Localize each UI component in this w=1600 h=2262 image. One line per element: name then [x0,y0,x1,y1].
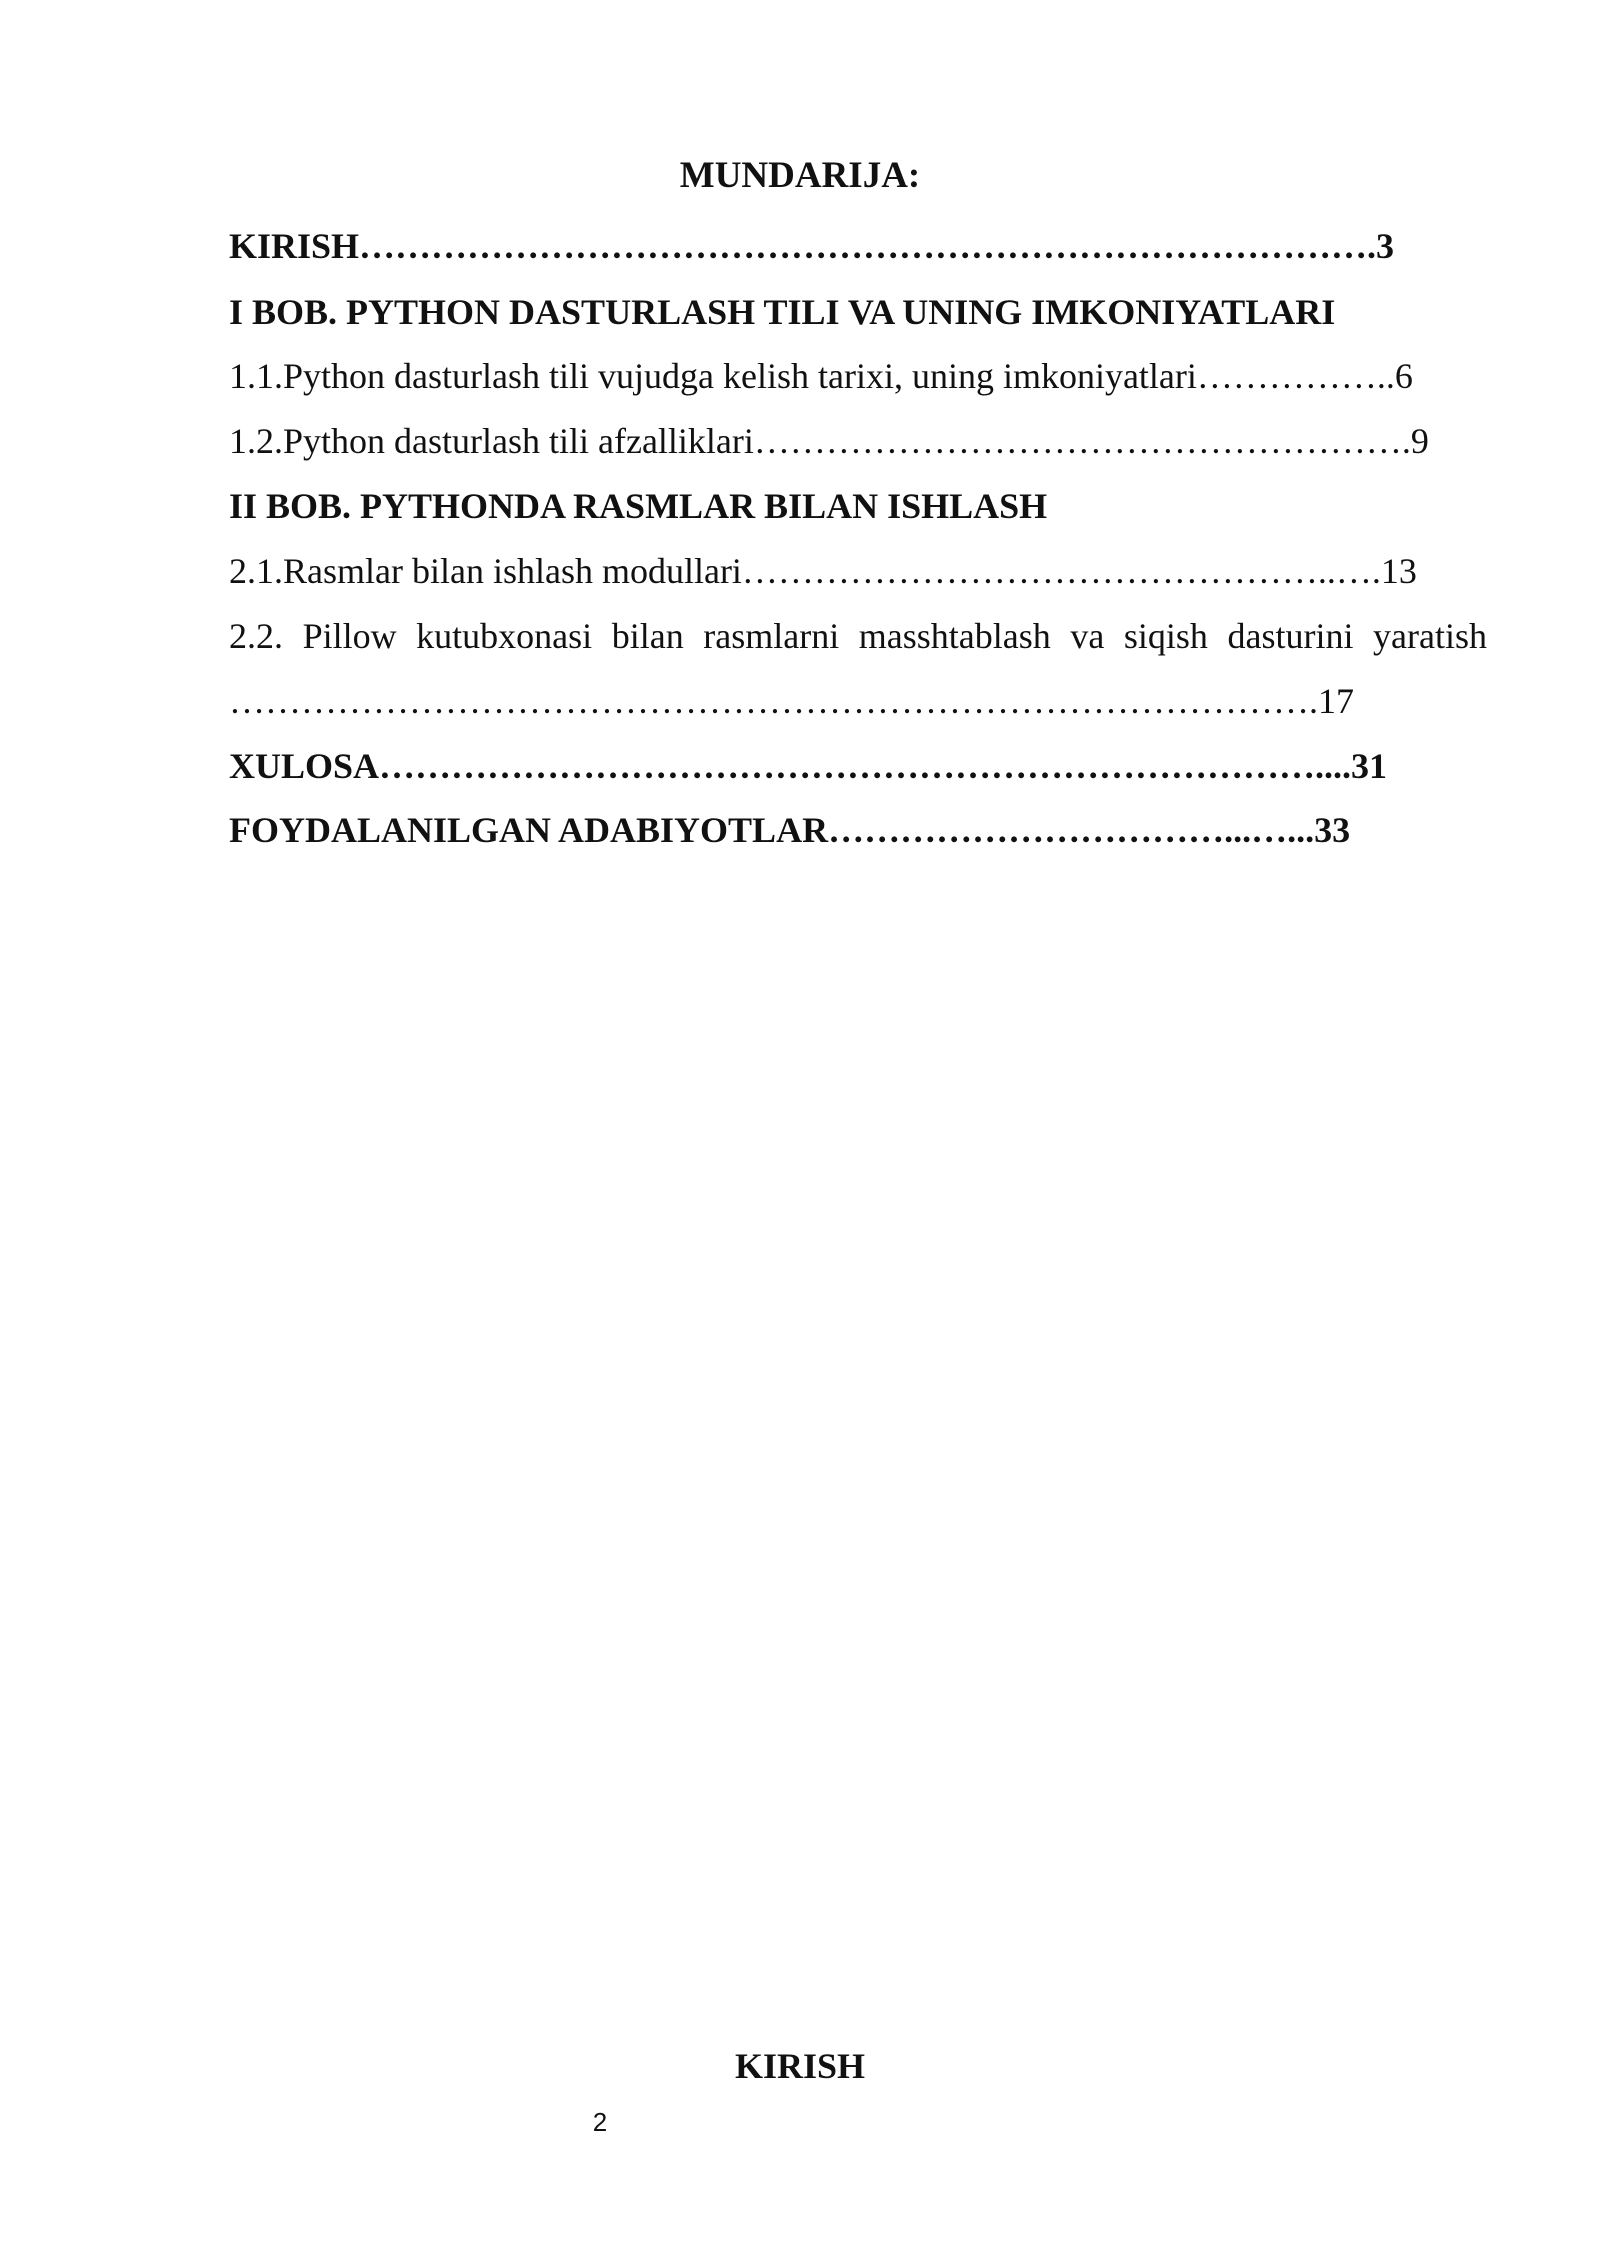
toc-entry-section-2-2-leader: ……………………………………………………………………………….17 [229,681,1354,721]
toc-entry-section-1-2: 1.2.Python dasturlash tili afzalliklari……………………………………………….9 [229,421,1429,461]
toc-entry-chapter-1: I BOB. PYTHON DASTURLASH TILI VA UNING IMKONIYATLARI [229,292,1336,332]
toc-entry-kirish: KIRISH………………………………………………………………………….3 [229,226,1395,266]
toc-entry-section-2-1: 2.1.Rasmlar bilan ishlash modullari…………………………………………..….13 [229,551,1417,591]
toc-entry-section-2-2: 2.2. Pillow kutubxonasi bilan rasmlarni masshtablash va siqish dasturini yaratish [229,616,1487,656]
toc-entry-adabiyotlar: FOYDALANILGAN ADABIYOTLAR……………………………...…...33 [229,810,1351,850]
toc-entry-chapter-2: II BOB. PYTHONDA RASMLAR BILAN ISHLASH [229,486,1048,526]
page-number: 2 [592,2107,608,2137]
next-section-heading: KIRISH [734,2046,866,2086]
toc-title: MUNDARIJA: [679,155,921,196]
toc-entry-section-1-1: 1.1.Python dasturlash tili vujudga kelish tarixi, uning imkoniyatlari……………..6 [229,356,1413,396]
toc-entry-xulosa: XULOSA……………………………………………………………………....31 [229,746,1388,786]
